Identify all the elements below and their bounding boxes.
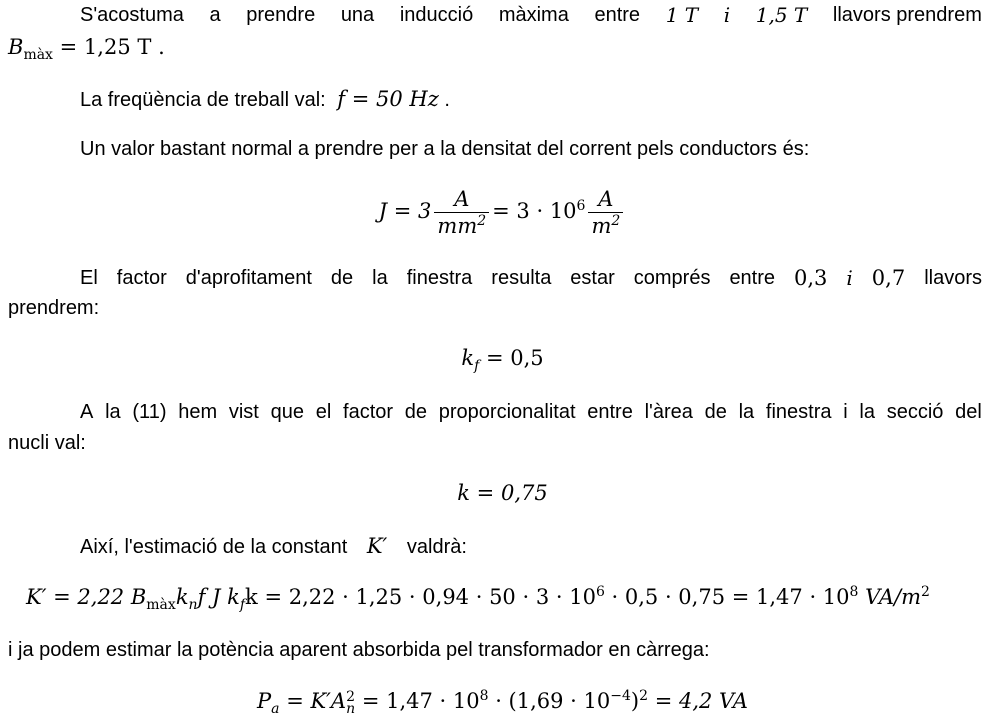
math-value: K′	[366, 534, 388, 558]
subscript: f	[474, 358, 480, 375]
superscript: 2	[346, 688, 356, 705]
p1-line2	[8, 33, 165, 64]
p1-line1	[8, 1, 982, 29]
word: estar	[570, 267, 615, 289]
eq-part: · 0,5 · 0,75 = 1,47 · 10	[604, 585, 850, 609]
word: una	[340, 4, 375, 26]
superscript: 2	[639, 688, 649, 704]
equation-kprime	[26, 583, 930, 614]
word: de	[330, 267, 354, 289]
word: valdrà:	[406, 536, 467, 558]
math-value: 1,5 T	[755, 3, 808, 27]
period: .	[444, 89, 450, 111]
b-symbol: B	[8, 35, 24, 59]
eq-part: = K′A	[279, 689, 347, 713]
word: entre	[729, 267, 776, 289]
word: S'acostuma	[80, 4, 184, 26]
subscript: màx	[23, 47, 53, 64]
p5-line2	[8, 429, 86, 457]
k-symbol: k	[461, 346, 475, 370]
eq-part: )	[630, 689, 640, 713]
p4-line2	[8, 294, 99, 322]
math-value: 1 T	[665, 3, 699, 27]
eq-rhs: = 4,2 VA	[648, 689, 748, 713]
word: (11)	[132, 401, 167, 423]
p7-line	[8, 636, 710, 664]
sentence: prendrem:	[8, 297, 100, 319]
sentence: Així, l'estimació de la constant	[80, 536, 348, 558]
superscript: 6	[576, 198, 586, 214]
an-scripts	[346, 688, 356, 717]
superscript: 2	[611, 213, 621, 229]
eq-part: = 1,47 · 10	[355, 689, 480, 713]
word: comprés	[633, 267, 711, 289]
word: resulta	[491, 267, 552, 289]
word: inducció	[399, 4, 474, 26]
math-conjunction: i	[723, 3, 731, 27]
word: finestra	[406, 267, 473, 289]
word: l'àrea	[644, 401, 693, 423]
superscript: 2	[477, 213, 487, 229]
word: finestra	[765, 401, 832, 423]
fraction	[434, 186, 489, 239]
p2-line	[80, 85, 450, 114]
k-symbol: k	[175, 585, 189, 609]
math-value: f = 50 Hz	[337, 87, 439, 111]
superscript: −4	[610, 688, 631, 704]
word: factor	[343, 401, 394, 423]
den-text: mm	[437, 214, 478, 238]
subscript: n	[346, 700, 356, 717]
eq-mid: = 3 · 10	[492, 199, 577, 223]
p5-line1	[8, 398, 982, 426]
period: .	[158, 35, 165, 59]
word: a	[209, 4, 221, 26]
denominator	[434, 213, 489, 239]
p-symbol: P	[257, 689, 272, 713]
math-value: = 1,25 T	[59, 35, 152, 59]
word: El	[80, 267, 98, 289]
eq-part: k = 2,22 · 1,25 · 0,94 · 50 · 3 · 10	[245, 585, 596, 609]
math-conjunction: i	[846, 266, 853, 290]
eq-rhs: = 0,5	[485, 346, 544, 370]
subscript: a	[271, 701, 280, 717]
superscript: 8	[479, 688, 489, 704]
subscript: n	[188, 597, 198, 614]
word: que	[270, 401, 304, 423]
word: prendre	[246, 4, 316, 26]
word: màxima	[498, 4, 569, 26]
word: proporcionalitat	[438, 401, 576, 423]
word: del	[955, 401, 982, 423]
math-value: 0,7	[871, 266, 906, 290]
sentence: Un valor bastant normal a prendre per a la densitat del corrent pels conductors és:	[80, 138, 810, 160]
numerator: A	[588, 186, 623, 213]
p6-line	[80, 532, 467, 561]
sentence: La freqüència de treball val:	[80, 89, 326, 111]
eq-text: k = 0,75	[457, 481, 548, 505]
word: la	[738, 401, 755, 423]
subscript: f	[239, 597, 246, 614]
word: la	[105, 401, 121, 423]
eq-lhs: J = 3	[378, 199, 432, 223]
word: de	[704, 401, 727, 423]
equation-k	[0, 478, 1005, 508]
subscript: màx	[146, 597, 176, 614]
equation-kf	[0, 343, 1005, 373]
numerator: A	[434, 186, 489, 213]
denominator	[588, 213, 623, 239]
superscript: 8	[849, 584, 859, 600]
word: llavors	[924, 267, 982, 289]
eq-lhs: K′ = 2,22 B	[26, 585, 147, 609]
equation-j	[0, 186, 1005, 239]
sentence: i ja podem estimar la potència aparent absorbida pel transformador en càrrega:	[8, 639, 710, 661]
fraction	[588, 186, 623, 239]
eq-unit: VA/m	[858, 585, 922, 609]
word: el	[315, 401, 332, 423]
word: A	[80, 401, 94, 423]
eq-part: f J k	[197, 585, 240, 609]
word: la	[372, 267, 388, 289]
word: entre	[594, 4, 641, 26]
den-text: m	[591, 214, 612, 238]
p3-line	[80, 135, 809, 163]
superscript: 6	[595, 584, 605, 600]
word: d'aprofitament	[185, 267, 312, 289]
sentence: nucli val:	[8, 432, 86, 454]
word: hem	[178, 401, 218, 423]
word: vist	[228, 401, 259, 423]
superscript: 2	[921, 584, 930, 600]
word: factor	[116, 267, 167, 289]
eq-part: · (1,69 · 10	[488, 689, 611, 713]
math-value: 0,3	[794, 266, 828, 290]
word: entre	[587, 401, 633, 423]
word: la	[859, 401, 875, 423]
word: llavors prendrem	[832, 4, 982, 26]
word: i	[843, 401, 848, 423]
word: secció	[886, 401, 944, 423]
word: de	[404, 401, 428, 423]
equation-pa	[0, 686, 1005, 716]
p4-line1	[8, 264, 982, 292]
